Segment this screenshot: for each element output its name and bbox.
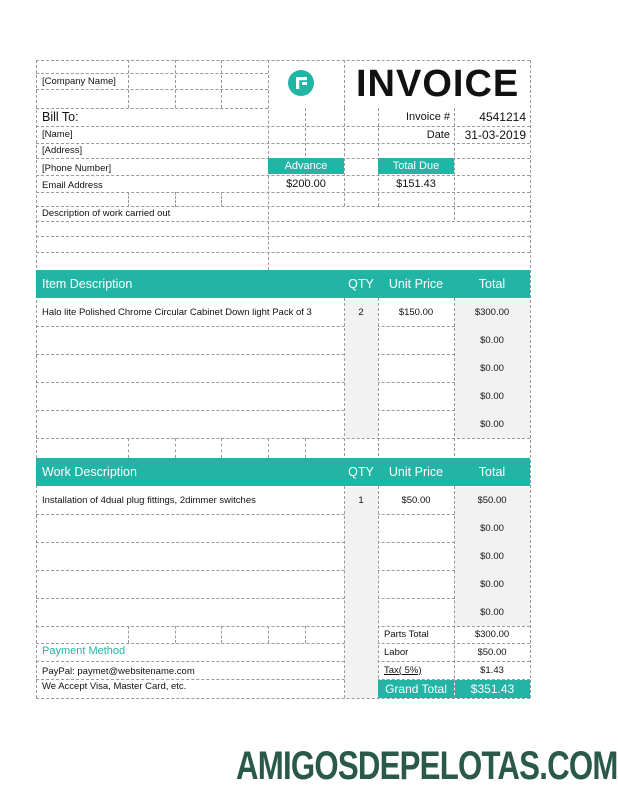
labor-value: $50.00 (477, 646, 507, 658)
advance-label: Advance (268, 158, 344, 174)
items-row-1-qty[interactable] (344, 326, 378, 354)
items-header-qty: QTY (348, 277, 374, 291)
items-row-0-total: $300.00 (474, 306, 510, 318)
bill-to-label: Bill To: (42, 110, 79, 124)
parts-total-value: $300.00 (474, 629, 510, 640)
payment-method-title: Payment Method (42, 644, 126, 657)
work-header-description: Work Description (42, 465, 137, 479)
advance-value[interactable]: $200.00 (286, 177, 326, 190)
items-row-0-qty[interactable]: 2 (358, 306, 364, 318)
work-row-0-qty[interactable]: 1 (358, 494, 364, 506)
work-row-4-unit-price[interactable] (378, 598, 454, 626)
work-row-2-qty[interactable] (344, 542, 378, 570)
work-row-2-total: $0.00 (480, 550, 504, 562)
items-header-total: Total (478, 277, 506, 291)
items-row-1-total: $0.00 (480, 334, 504, 346)
items-row-0-description[interactable]: Halo lite Polished Chrome Circular Cabinet Down light Pack of 3 (42, 306, 312, 318)
work-header-qty: QTY (348, 465, 374, 479)
items-row-3-qty[interactable] (344, 382, 378, 410)
items-row-3-unit-price[interactable] (378, 382, 454, 410)
items-row-2-qty[interactable] (344, 354, 378, 382)
site-watermark: AMIGOSDEPELOTAS.COM (236, 744, 618, 788)
items-row-4-total: $0.00 (480, 418, 504, 430)
work-row-4-total: $0.00 (480, 606, 504, 618)
items-header-unit-price: Unit Price (388, 277, 444, 291)
work-row-1-unit-price[interactable] (378, 514, 454, 542)
items-row-3-total: $0.00 (480, 390, 504, 402)
invoice-number-label: Invoice # (405, 111, 450, 123)
items-row-4-unit-price[interactable] (378, 410, 454, 438)
payment-accepted: We Accept Visa, Master Card, etc. (42, 681, 187, 692)
work-row-3-total: $0.00 (480, 578, 504, 590)
items-row-1-unit-price[interactable] (378, 326, 454, 354)
bill-to-address[interactable]: [Address] (42, 145, 83, 156)
date-value[interactable]: 31-03-2019 (464, 127, 526, 142)
work-row-1-qty[interactable] (344, 514, 378, 542)
bill-to-name[interactable]: [Name] (42, 129, 73, 140)
items-row-2-total: $0.00 (480, 362, 504, 374)
total-due-label: Total Due (378, 158, 454, 174)
labor-label: Labor (384, 646, 409, 658)
work-row-1-total: $0.00 (480, 522, 504, 534)
work-row-3-unit-price[interactable] (378, 570, 454, 598)
items-row-0-unit-price[interactable]: $150.00 (398, 306, 434, 318)
tax-label: Tax( 5%) (384, 664, 422, 676)
items-row-4-qty[interactable] (344, 410, 378, 438)
work-row-4-qty[interactable] (344, 598, 378, 626)
date-label: Date (426, 128, 450, 141)
work-header-unit-price: Unit Price (388, 465, 444, 479)
work-description-label: Description of work carried out (42, 208, 171, 219)
work-row-0-unit-price[interactable]: $50.00 (401, 494, 431, 506)
invoice-number-value[interactable]: 4541214 (479, 110, 526, 124)
tax-value: $1.43 (480, 664, 504, 676)
company-name[interactable]: [Company Name] (42, 75, 116, 87)
grand-total-label: Grand Total (378, 680, 454, 698)
total-due-value: $151.43 (396, 177, 436, 190)
company-logo-icon (287, 69, 315, 97)
grand-total-value: $351.43 (455, 680, 530, 698)
payment-paypal[interactable]: PayPal: paymet@websitename.com (42, 665, 195, 677)
work-row-0-total: $50.00 (477, 494, 507, 506)
work-header-total: Total (478, 465, 506, 479)
items-row-2-unit-price[interactable] (378, 354, 454, 382)
invoice-title: INVOICE (356, 63, 520, 105)
work-row-0-description[interactable]: Installation of 4dual plug fittings, 2dimmer switches (42, 494, 256, 506)
parts-total-label: Parts Total (384, 629, 429, 640)
bill-to-phone[interactable]: [Phone Number] (42, 162, 112, 174)
work-row-3-qty[interactable] (344, 570, 378, 598)
items-header-description: Item Description (42, 277, 133, 291)
work-row-2-unit-price[interactable] (378, 542, 454, 570)
bill-to-email[interactable]: Email Address (42, 179, 103, 191)
